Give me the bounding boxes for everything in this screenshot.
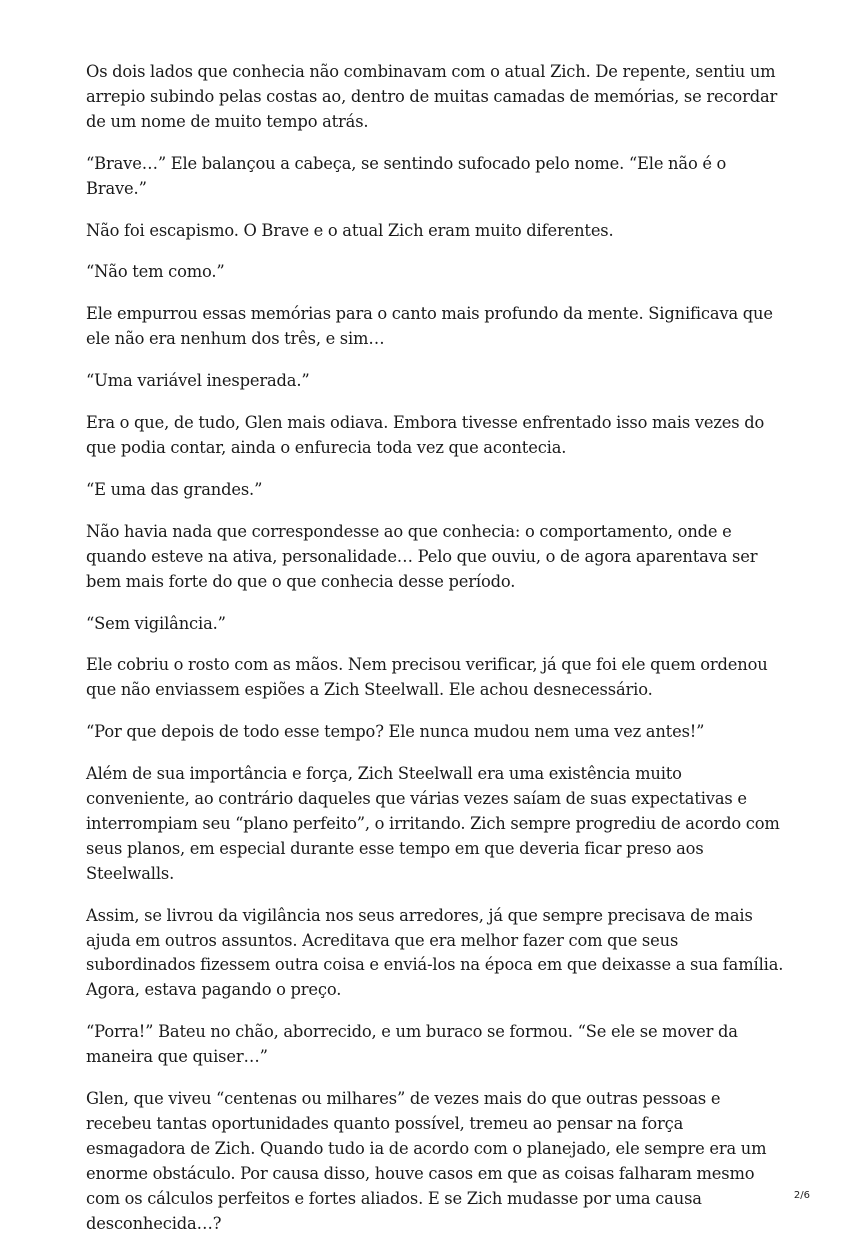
paragraph: “Por que depois de todo esse tempo? Ele nunca mudou nem uma vez antes!” bbox=[86, 722, 705, 742]
paragraph: Além de sua importância e força, Zich Steelwall era uma existência muito conveniente, ao contrário daqueles que várias vezes saíam de suas expectativas e interrompiam seu “plano perfeito”, o irritando. Zich sempre progrediu de acordo com seus planos, em especial durante esse tempo em que deveria ficar preso aos Steelwalls. bbox=[86, 764, 780, 883]
paragraph: Os dois lados que conhecia não combinavam com o atual Zich. De repente, sentiu um arrepio subindo pelas costas ao, dentro de muitas camadas de memórias, se recordar de um nome de muito tempo atrás. bbox=[86, 62, 778, 131]
paragraph: Ele empurrou essas memórias para o canto mais profundo da mente. Significava que ele não era nenhum dos três, e sim… bbox=[86, 304, 773, 349]
paragraph: Glen, que viveu “centenas ou milhares” de vezes mais do que outras pessoas e recebeu tantas oportunidades quanto possível, tremeu ao pensar na força esmagadora de Zich. Quando tudo ia de acordo com o planejado, ele sempre era um enorme obstáculo. Por causa disso, houve casos em que as coisas falharam mesmo com os cálculos perfeitos e fortes aliados. E se Zich mudasse por uma causa desconhecida…? bbox=[86, 1089, 767, 1233]
paragraph: Não foi escapismo. O Brave e o atual Zich eram muito diferentes. bbox=[86, 220, 614, 240]
document-body bbox=[86, 60, 786, 1254]
paragraph: Era o que, de tudo, Glen mais odiava. Embora tivesse enfrentado isso mais vezes do que podia contar, ainda o enfurecia toda vez que acontecia. bbox=[86, 413, 765, 457]
paragraph: “E uma das grandes.” bbox=[86, 479, 263, 499]
paragraph: “Sem vigilância.” bbox=[86, 613, 226, 633]
paragraph: “Uma variável inesperada.” bbox=[86, 371, 310, 391]
paragraph: Assim, se livrou da vigilância nos seus arredores, já que sempre precisava de mais ajuda em outros assuntos. Acreditava que era melhor fazer com que seus subordinados fizessem outra coisa e enviá-los na época em que deixasse a sua família. Agora, estava pagando o preço. bbox=[86, 905, 784, 1000]
paragraph: “Porra!” Bateu no chão, aborrecido, e um buraco se formou. “Se ele se mover da maneira que quiser…” bbox=[86, 1022, 738, 1067]
paragraph: Ele cobriu o rosto com as mãos. Nem precisou verificar, já que foi ele quem ordenou que não enviassem espiões a Zich Steelwall. Ele achou desnecessário. bbox=[86, 655, 768, 700]
page-number: 2/6 bbox=[793, 1190, 810, 1201]
paragraph: “Não tem como.” bbox=[86, 262, 225, 282]
paragraph: “Brave…” Ele balançou a cabeça, se sentindo sufocado pelo nome. “Ele não é o Brave.” bbox=[86, 153, 727, 198]
paragraph: Não havia nada que correspondesse ao que conhecia: o comportamento, onde e quando esteve na ativa, personalidade… Pelo que ouviu, o de agora aparentava ser bem mais forte do que o que conhecia desse período. bbox=[86, 521, 758, 591]
